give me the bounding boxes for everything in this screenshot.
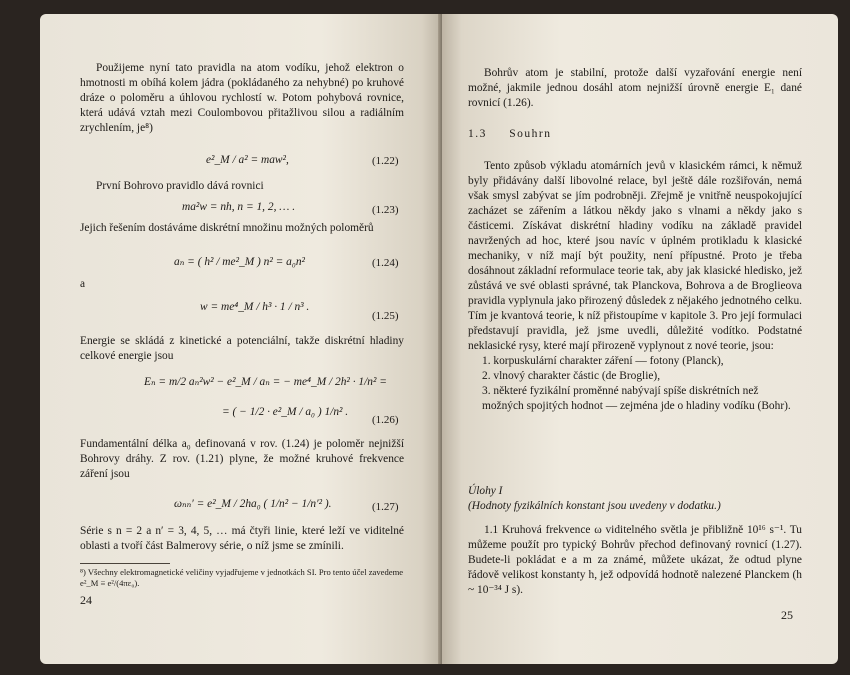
exercises-title: Úlohy I xyxy=(468,485,503,497)
list-item: 1. korpuskulární charakter záření — fotony (Planck), xyxy=(482,355,724,367)
book-spread xyxy=(40,14,838,664)
page-number-right: 25 xyxy=(781,608,793,622)
left-paragraph-4 xyxy=(80,334,404,364)
section-title: Souhrn xyxy=(509,128,552,140)
equation-1-24: aₙ = ( h² / me²_M ) n² = a₀n² xyxy=(174,256,305,268)
exercise-1-1-text: 1.1 Kruhová frekvence ω viditelného světla je přibližně 10¹⁶ s⁻¹. Tu můžeme použít pro typický Bohrův přechod definovaný rovnicí (1.27). Budete-li pokládat e a m za známé, můžete ukázat, že odtud plyne řádově velikost konstanty h, jež odpovídá hodnotě nalezené Planckem (h ~ 10⁻³⁴ J s). xyxy=(468,524,802,596)
energy-text: Energie se skládá z kinetické a potenciální, takže diskrétní hladiny celkové energie jsou xyxy=(80,335,404,362)
equation-number-1-22: (1.22) xyxy=(372,155,399,167)
footnote-rule xyxy=(80,563,170,564)
equation-number-1-26: (1.26) xyxy=(372,414,399,426)
right-paragraph-2 xyxy=(468,159,802,414)
nonclassical-features-list xyxy=(468,354,802,414)
bohr-intro-text: Použijeme nyní tato pravidla na atom vodíku, jehož elektron o hmotnosti m obíhá kolem jádra (pokládaného za nehybné) po kruhové dráze o poloměru a úhlovou rychlostí w. Potom pohybová rovnice, která udává vztah mezi Coulombovou přitažlivou silou a radiálním zrychlením, je⁸) xyxy=(80,62,404,134)
exercises-note: (Hodnoty fyzikálních konstant jsou uvedeny v dodatku.) xyxy=(468,500,721,512)
radii-text: Jejich řešením dostáváme diskrétní množinu možných poloměrů xyxy=(80,222,374,234)
conjunction-a: a xyxy=(80,278,86,290)
left-paragraph-6 xyxy=(80,524,404,554)
equation-1-25: w = me⁴_M / h³ · 1 / n³ . xyxy=(200,301,310,313)
page-number-left: 24 xyxy=(80,593,92,607)
equation-1-27: ωₙₙ′ = e²_M / 2ha₀ ( 1/n² − 1/n′² ). xyxy=(174,498,332,510)
left-paragraph-3 xyxy=(80,221,404,236)
first-rule-text: První Bohrovo pravidlo dává rovnici xyxy=(96,180,264,192)
fundamental-length-text: Fundamentální délka a₀ definovaná v rov. (1.24) je poloměr nejnižší Bohrovy dráhy. Z rov. (1.21) plyne, že možné kruhové frekvence záření jsou xyxy=(80,438,404,480)
list-item: 3. některé fyzikální proměnné nabývají spíše diskrétních než možných spojitých hodnot — zejména jde o hladiny vodíku (Bohr). xyxy=(482,385,791,412)
summary-text: Tento způsob výkladu atomárních jevů v klasickém rámci, k němuž byly přidávány další libovolné relace, byl ještě dále rozšiřován, nemá však smysl zabývat se jím podrobněji. Zřejmě je vnitřně neuspokojující zacházet se zářením a látkou někdy jako s vlnami a někdy jako s částicemi. Získávat diskrétní hladiny vodíku na základě pravidel navržených ad hoc, které jsou navíc v úplném protikladu k klasické mechaniky, v níž mají být použity, není přípustné. Proto je třeba dosáhnout základní reformulace teorie tak, aby jak klasické hledisko, jež zůstává ve své oblasti správné, tak Planckova, Bohrova a de Broglieova pravidla vyplynula jako přirozený důsledek z nějakého jednotného celku. Tím je kvantová teorie, k níž přistoupíme v kapitole 3. Pro její formulaci představují pravidla, jež jsme uvedli, důležité vodítko. Podstatné neklasické rysy, které mají přirozeně vyplynout z nové teorie, jsou: xyxy=(468,160,802,352)
right-page xyxy=(442,14,838,664)
left-paragraph-1 xyxy=(80,61,404,136)
section-heading-1-3 xyxy=(468,128,551,140)
exercise-1-1 xyxy=(468,523,802,598)
equation-1-26-line-2: = ( − 1/2 · e²_M / a₀ ) 1/n² . xyxy=(222,406,349,418)
section-number: 1.3 xyxy=(468,128,487,140)
stable-atom-text: Bohrův atom je stabilní, protože další vyzařování energie není možné, jakmile jednou dosáhl atom nejnižší úrovně energie E₁ dané rovnicí (1.26). xyxy=(468,67,802,109)
list-item: 2. vlnový charakter částic (de Broglie), xyxy=(482,370,661,382)
equation-1-23: ma²w = nh, n = 1, 2, … . xyxy=(182,201,296,213)
equation-number-1-24: (1.24) xyxy=(372,257,399,269)
left-paragraph-5 xyxy=(80,437,404,482)
balmer-series-text: Série s n = 2 a n′ = 3, 4, 5, … má čtyři linie, které leží ve viditelné oblasti a tvoří část Balmerovy série, o níž jsme se zmínili. xyxy=(80,525,404,552)
right-paragraph-1 xyxy=(468,66,802,111)
left-paragraph-2 xyxy=(80,179,404,194)
footnote-8: ⁸) Všechny elektromagnetické veličiny vyjadřujeme v jednotkách SI. Pro tento účel zavedeme e²_M ≡ e²/(4πε₀). xyxy=(80,567,404,588)
equation-1-26-line-1: Eₙ = m/2 aₙ²w² − e²_M / aₙ = − me⁴_M / 2h² · 1/n² = xyxy=(144,376,387,388)
equation-number-1-25: (1.25) xyxy=(372,310,399,322)
equation-number-1-23: (1.23) xyxy=(372,204,399,216)
left-page xyxy=(40,14,442,664)
exercises-header xyxy=(468,484,802,514)
equation-1-22: e²_M / a² = maw², xyxy=(206,154,289,166)
equation-number-1-27: (1.27) xyxy=(372,501,399,513)
